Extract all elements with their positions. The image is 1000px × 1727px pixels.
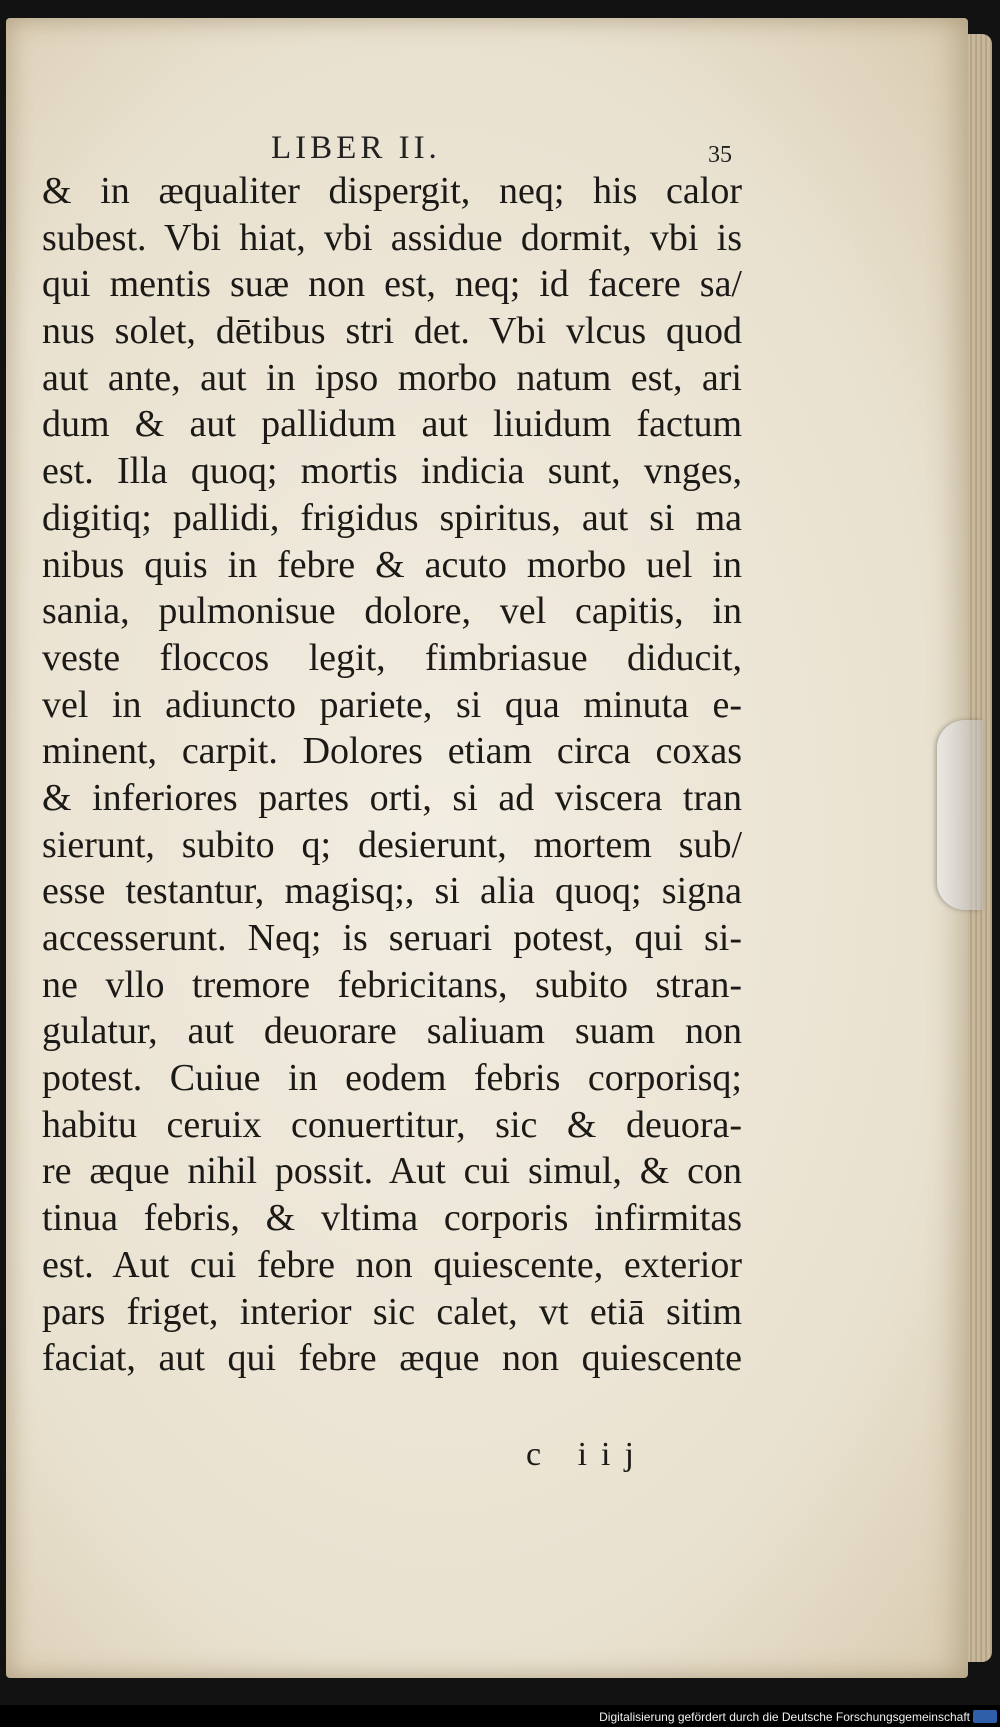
- text-line: digitiq; pallidi, frigidus spiritus, aut si ma: [42, 496, 742, 539]
- footer-credit: Digitalisierung gefördert durch die Deutsche Forschungsgemeinschaft: [599, 1710, 970, 1724]
- text-line: nus solet, dētibus stri det. Vbi vlcus quod: [42, 310, 742, 353]
- text-line: habitu ceruix conuertitur, sic & deuora-: [42, 1103, 742, 1146]
- page-clip: [937, 720, 983, 910]
- text-line: sania, pulmonisue dolore, vel capitis, in: [42, 590, 742, 633]
- text-line: pars friget, interior sic calet, vt etiā sitim: [42, 1290, 742, 1333]
- text-line: veste floccos legit, fimbriasue diducit,: [42, 636, 742, 679]
- signature-mark: c iij: [526, 1436, 648, 1473]
- text-line: gulatur, aut deuorare saliuam suam non: [42, 1010, 742, 1053]
- text-line: est. Illa quoq; mortis indicia sunt, vnges,: [42, 450, 742, 493]
- text-line: sierunt, subito q; desierunt, mortem sub/: [42, 823, 742, 866]
- text-line: ne vllo tremore febricitans, subito stran-: [42, 963, 742, 1006]
- text-block: [42, 168, 742, 1382]
- text-line: re æque nihil possit. Aut cui simul, & con: [42, 1150, 742, 1193]
- text-line: est. Aut cui febre non quiescente, exterior: [42, 1243, 742, 1286]
- text-line: subest. Vbi hiat, vbi assidue dormit, vbi is: [42, 216, 742, 259]
- dfg-logo-icon: [973, 1710, 997, 1723]
- running-head: LIBER II.: [271, 130, 441, 166]
- text-line: potest. Cuiue in eodem febris corporisq;: [42, 1057, 742, 1100]
- text-line: faciat, aut qui febre æque non quiescente: [42, 1337, 742, 1380]
- book-page: [6, 18, 968, 1678]
- text-line: accesserunt. Neq; is seruari potest, qui si-: [42, 917, 742, 959]
- text-line: vel in adiuncto pariete, si qua minuta e-: [42, 683, 742, 726]
- text-line: & inferiores partes orti, si ad viscera tran: [42, 776, 742, 819]
- text-line: aut ante, aut in ipso morbo natum est, ari: [42, 356, 742, 399]
- text-line: esse testantur, magisq;, si alia quoq; signa: [42, 870, 742, 913]
- text-line: & in æqualiter dispergit, neq; his calor: [42, 170, 742, 212]
- text-line: qui mentis suæ non est, neq; id facere sa/: [42, 263, 742, 306]
- footer-bar: [0, 1705, 1000, 1727]
- page-number: 35: [708, 142, 732, 168]
- text-line: nibus quis in febre & acuto morbo uel in: [42, 543, 742, 586]
- text-line: minent, carpit. Dolores etiam circa coxas: [42, 730, 742, 773]
- text-line: tinua febris, & vltima corporis infirmitas: [42, 1197, 742, 1240]
- text-line: dum & aut pallidum aut liuidum factum: [42, 403, 742, 446]
